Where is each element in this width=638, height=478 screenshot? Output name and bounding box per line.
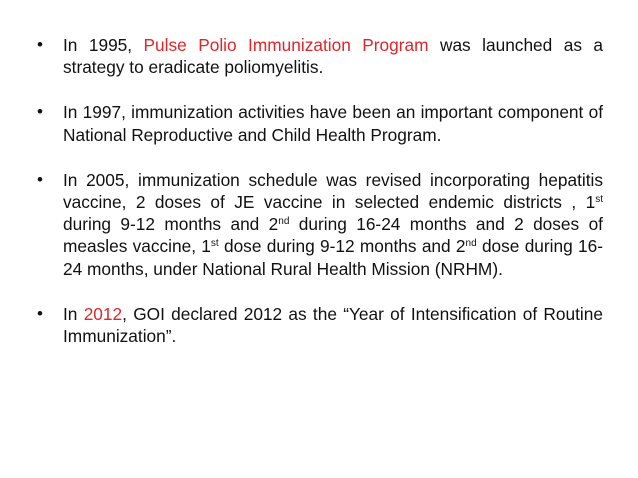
- bullet-dot-icon: •: [37, 35, 43, 54]
- ordinal-suffix: nd: [278, 216, 290, 228]
- bullet-text: In 1997, immunization activities have been an important component of National Reproductive and Child Health Program.: [63, 102, 603, 145]
- bullet-dot-icon: •: [37, 102, 43, 122]
- ordinal-suffix: st: [595, 194, 603, 206]
- bullet-text: was launched as a strategy to eradicate poliomyelitis.: [63, 35, 604, 78]
- bullet-text: In 2005, immunization schedule was revised incorporating hepatitis vaccine, 2 doses of JE vaccine in selected endemic districts , 1: [63, 169, 603, 213]
- bullet-text: , GOI declared 2012 as the “Year of Intensification of Routine Immunization”.: [63, 303, 603, 347]
- bullet-text: dose during 9-12 months and 2: [218, 236, 466, 257]
- bullet-item-2012: [35, 303, 603, 347]
- bullet-item-1995: [35, 34, 603, 78]
- bullet-text: during 9-12 months and 2: [63, 214, 279, 235]
- bullet-text: during 16-24 months and 2 doses of measles vaccine, 1: [63, 214, 603, 257]
- bullet-dot-icon: •: [37, 169, 43, 189]
- bullet-item-2005: [35, 169, 603, 280]
- bullet-item-1997: [35, 101, 603, 145]
- bullet-list: [35, 34, 603, 370]
- ordinal-suffix: st: [210, 238, 219, 250]
- highlight-year: 2012: [83, 303, 123, 324]
- bullet-text: In 1995,: [63, 35, 144, 55]
- highlight-program-name: Pulse Polio Immunization Program: [143, 35, 429, 55]
- bullet-text: In: [63, 303, 84, 324]
- bullet-text: dose during 16-24 months, under National Rural Health Mission (NRHM).: [63, 236, 603, 279]
- ordinal-suffix: nd: [465, 238, 477, 250]
- bullet-dot-icon: •: [37, 303, 43, 323]
